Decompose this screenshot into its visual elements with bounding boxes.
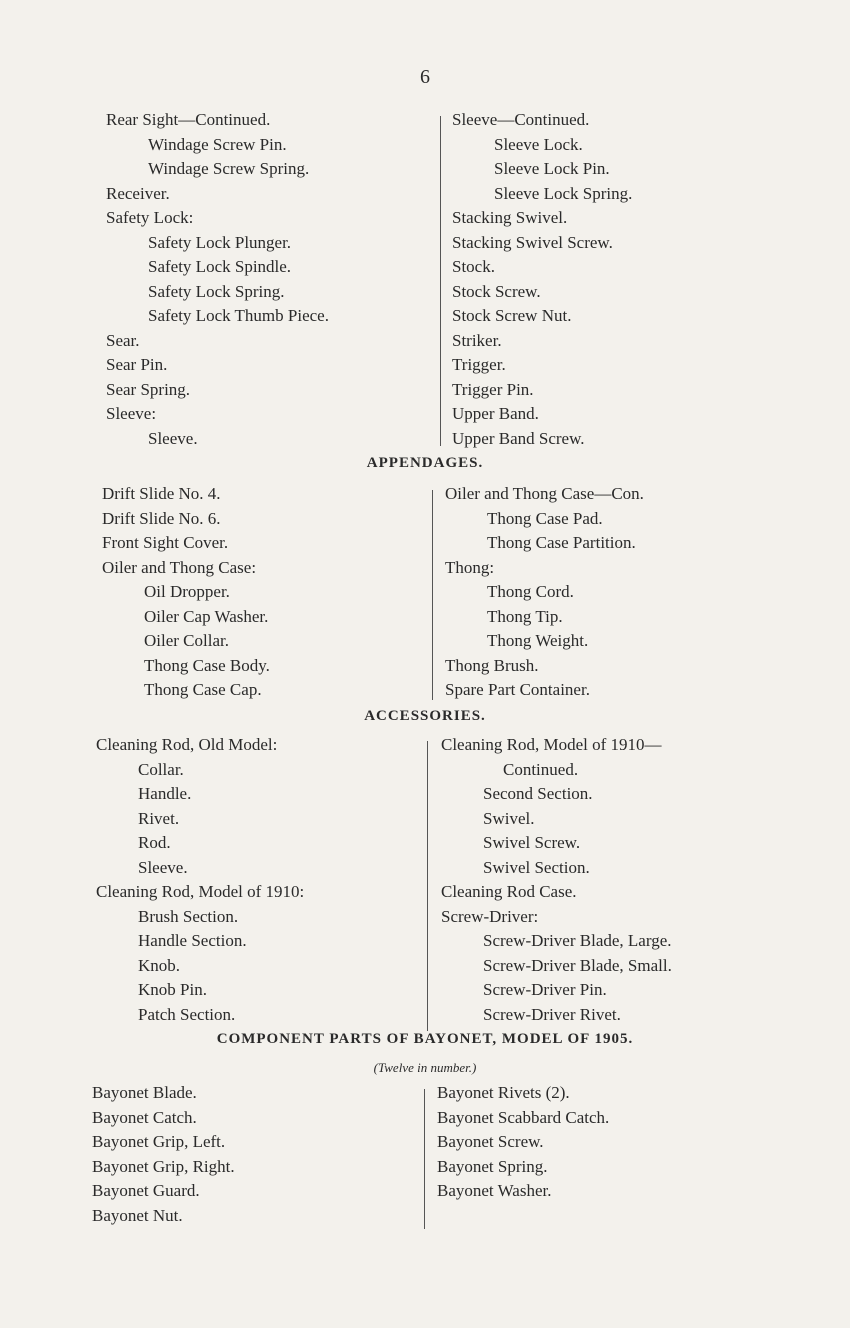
list-item: Stock Screw Nut. [452, 306, 572, 325]
list-item: Sleeve Lock. [494, 134, 583, 154]
column-divider [424, 1089, 425, 1229]
list-item: Thong: [445, 557, 495, 577]
list-item: Bayonet Scabbard Catch. [437, 1107, 610, 1127]
list-item: Stacking Swivel Screw. [452, 232, 613, 252]
list-item: Bayonet Grip, Right. [92, 1156, 235, 1176]
list-item: Sleeve Lock Pin. [494, 159, 610, 178]
list-item: Upper Band. [452, 404, 539, 423]
list-item: Safety Lock Spring. [148, 281, 285, 301]
list-item: Bayonet Blade. [92, 1083, 197, 1102]
list-item: Sleeve. [148, 428, 198, 448]
list-item: Handle Section. [138, 931, 247, 950]
list-item: Sleeve. [138, 857, 188, 877]
column-divider [440, 116, 441, 446]
list-item: Sleeve Lock Spring. [494, 183, 633, 203]
list-item: Oiler Cap Washer. [144, 606, 269, 626]
list-item: Patch Section. [138, 1004, 236, 1024]
list-item: Collar. [138, 759, 184, 779]
list-item: Cleaning Rod, Model of 1910: [96, 882, 305, 901]
section-subheading: (Twelve in number.) [373, 1060, 477, 1075]
list-item: Thong Weight. [487, 631, 589, 650]
list-item: Rod. [138, 833, 171, 852]
list-item: Bayonet Washer. [437, 1181, 552, 1200]
list-item: Bayonet Grip, Left. [92, 1132, 226, 1151]
list-item: Cleaning Rod, Model of 1910— [441, 735, 662, 754]
list-item: Windage Screw Pin. [148, 134, 287, 154]
list-item: Screw-Driver Rivet. [483, 1004, 621, 1024]
list-item: Bayonet Screw. [437, 1132, 544, 1151]
list-item: Thong Case Body. [144, 655, 270, 675]
column-divider [432, 490, 433, 700]
list-item: Safety Lock Plunger. [148, 232, 292, 252]
list-item: Trigger. [452, 355, 506, 374]
list-item: Thong Case Partition. [487, 533, 636, 552]
list-item: Spare Part Container. [445, 680, 590, 699]
list-item: Brush Section. [138, 906, 239, 926]
list-item: Stacking Swivel. [452, 208, 568, 227]
list-item: Continued. [503, 759, 579, 779]
list-item: Cleaning Rod Case. [441, 882, 577, 901]
list-item: Oil Dropper. [144, 582, 230, 601]
list-item: Screw-Driver Blade, Small. [483, 955, 672, 975]
list-item: Upper Band Screw. [452, 428, 585, 448]
list-item: Handle. [138, 784, 192, 803]
list-item: Thong Case Pad. [487, 508, 603, 528]
list-item: Bayonet Spring. [437, 1156, 548, 1176]
list-item: Second Section. [483, 784, 593, 803]
list-item: Swivel Section. [483, 857, 590, 877]
section-heading: ACCESSORIES. [364, 708, 486, 724]
list-item: Swivel Screw. [483, 833, 581, 852]
list-item: Safety Lock: [106, 208, 194, 227]
list-item: Thong Case Cap. [144, 680, 262, 699]
list-item: Stock Screw. [452, 281, 541, 301]
list-item: Rivet. [138, 808, 180, 828]
list-item: Receiver. [106, 183, 170, 203]
list-item: Safety Lock Thumb Piece. [148, 306, 329, 325]
list-item: Sear. [106, 330, 140, 350]
list-item: Drift Slide No. 6. [102, 508, 221, 528]
list-item: Striker. [452, 330, 502, 350]
page-number: 6 [420, 66, 430, 88]
list-item: Front Sight Cover. [102, 533, 229, 552]
list-item: Screw-Driver Pin. [483, 980, 607, 999]
list-item: Sear Pin. [106, 355, 168, 374]
section-heading: APPENDAGES. [366, 455, 484, 471]
list-item: Rear Sight—Continued. [106, 110, 271, 129]
list-item: Trigger Pin. [452, 379, 534, 399]
list-item: Knob Pin. [138, 980, 207, 999]
list-item: Screw-Driver Blade, Large. [483, 931, 672, 950]
list-item: Oiler and Thong Case—Con. [445, 484, 644, 503]
list-item: Windage Screw Spring. [148, 159, 310, 178]
list-item: Sleeve: [106, 404, 157, 423]
list-item: Cleaning Rod, Old Model: [96, 735, 278, 754]
list-item: Safety Lock Spindle. [148, 257, 292, 276]
list-item: Bayonet Catch. [92, 1107, 197, 1127]
section-heading: COMPONENT PARTS OF BAYONET, MODEL OF 1905. [216, 1031, 634, 1047]
list-item: Sear Spring. [106, 379, 191, 399]
list-item: Sleeve—Continued. [452, 110, 590, 129]
list-item: Knob. [138, 955, 181, 975]
list-item: Thong Tip. [487, 606, 563, 626]
list-item: Swivel. [483, 808, 535, 828]
list-item: Bayonet Rivets (2). [437, 1083, 570, 1102]
list-item: Screw-Driver: [441, 906, 539, 926]
list-item: Oiler and Thong Case: [102, 557, 257, 577]
list-item: Oiler Collar. [144, 631, 229, 650]
list-item: Bayonet Guard. [92, 1181, 200, 1200]
list-item: Thong Cord. [487, 582, 574, 601]
list-item: Bayonet Nut. [92, 1205, 183, 1225]
list-item: Thong Brush. [445, 655, 539, 675]
list-item: Drift Slide No. 4. [102, 484, 221, 503]
list-item: Stock. [452, 257, 495, 276]
column-divider [427, 741, 428, 1031]
